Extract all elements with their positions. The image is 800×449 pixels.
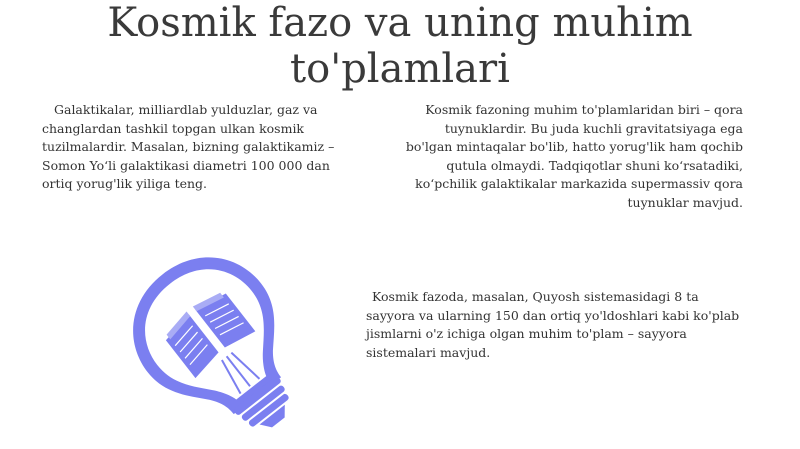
bulb-base <box>233 375 301 430</box>
slide-title: Kosmik fazo va uning muhim to'plamlari <box>107 0 693 92</box>
lightbulb-book-icon <box>100 250 310 430</box>
paragraph-planetary-systems: Kosmik fazoda, masalan, Quyosh sistemasidagi 8 ta sayyora va ularning 150 dan ortiq yo'ldoshlari kabi ko'plab jismlarni o'z ichiga olgan muhim to'plam – sayyora sistemalari mavjud. <box>366 289 740 360</box>
paragraph-black-holes: Kosmik fazoning muhim to'plamlaridan biri – qora tuynuklardir. Bu juda kuchli gravitatsiyaga ega bo'lgan mintaqalar bo'lib, hatto yorug'lik ham qochib qutula olmaydi. Tadqiqotlar shuni ko‘rsatadiki, ko‘pchilik galaktikalar markazida supermassiv qora tuynuklar mavjud. <box>405 102 743 210</box>
book-icon <box>160 286 256 378</box>
paragraph-galaxies: Galaktikalar, milliardlab yulduzlar, gaz va changlardan tashkil topgan ulkan kosmik tuzilmalardir. Masalan, bizning galaktikamiz – Somon Yo‘li galaktikasi diametri 100 000 dan ortiq yorug'lik yiliga teng. <box>42 102 335 191</box>
